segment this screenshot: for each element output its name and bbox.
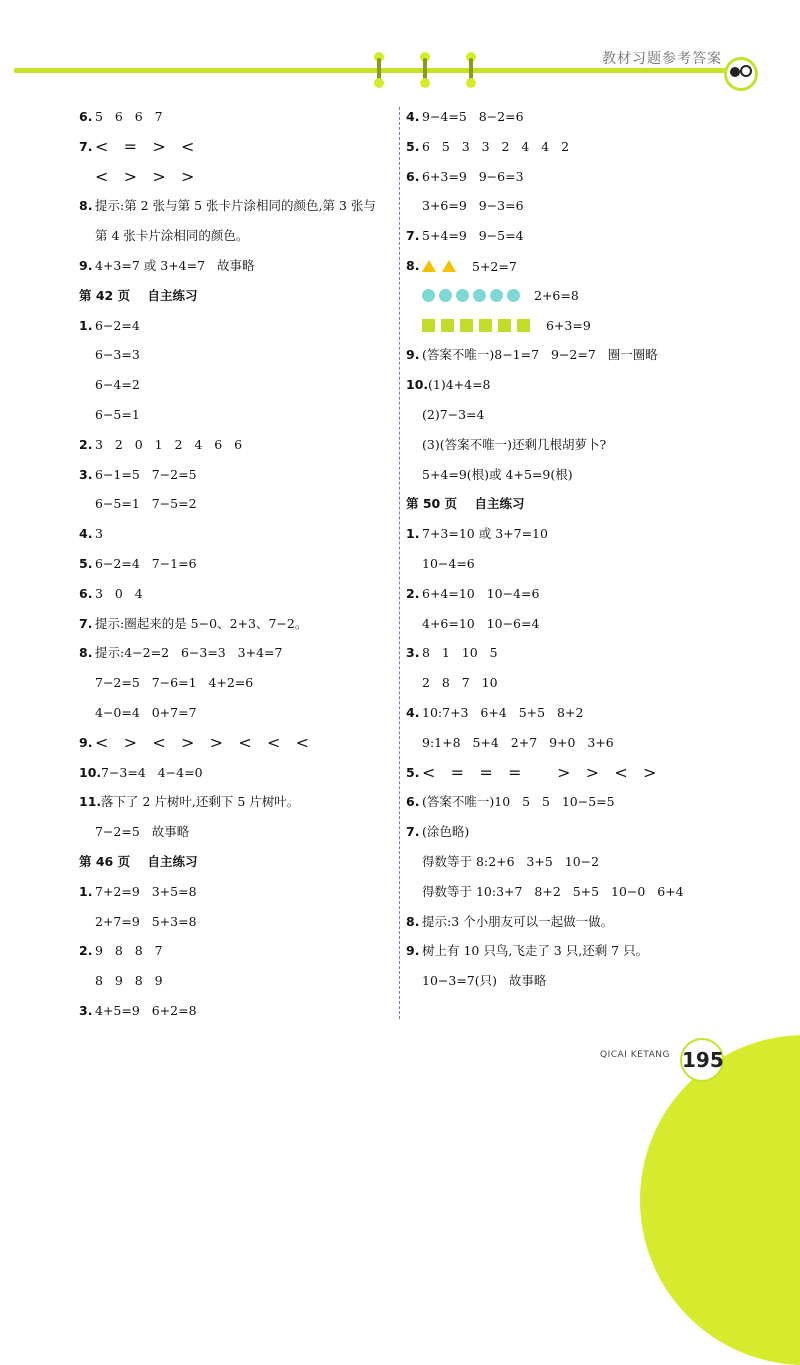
answer-text: 2 8 7 10 xyxy=(422,675,498,691)
answer-text: 8 1 10 5 xyxy=(422,645,498,661)
question-number: 2. xyxy=(79,436,93,452)
answer-text: 7−2=5 7−6=1 4+2=6 xyxy=(95,675,254,691)
circle-icon xyxy=(456,289,469,302)
question-number: 7. xyxy=(406,824,420,840)
answer-text: 4+3=7 或 3+4=7 故事略 xyxy=(95,258,255,273)
question-number: 1. xyxy=(79,883,93,899)
header-line xyxy=(14,68,726,73)
answer-text: 4+5=9 6+2=8 xyxy=(95,1003,197,1018)
binder-ring xyxy=(419,52,431,88)
answer-text: 6−3=3 xyxy=(95,347,140,363)
question-number: 6. xyxy=(406,794,420,810)
question-number: 2. xyxy=(79,943,93,959)
triangle-icon xyxy=(422,260,436,272)
section-heading: 第 42 页 自主练习 xyxy=(79,287,198,303)
answer-text: 第 4 张卡片涂相同的颜色。 xyxy=(95,228,249,244)
answer-text: 7+2=9 3+5=8 xyxy=(95,883,197,899)
question-number: 5. xyxy=(79,556,93,571)
answer-text: 6−5=1 xyxy=(95,407,140,422)
answer-text: < = > < xyxy=(95,136,195,156)
question-number: 8. xyxy=(79,198,93,214)
section-heading: 第 50 页 自主练习 xyxy=(406,496,525,512)
answer-text: (3)(答案不唯一)还剩几根胡萝卜? xyxy=(422,436,607,452)
answer-text: 树上有 10 只鸟,飞走了 3 只,还剩 7 只。 xyxy=(422,943,649,959)
circle-icon xyxy=(490,289,503,302)
question-number: 7. xyxy=(406,228,420,244)
answer-text: 9 8 8 7 xyxy=(95,943,163,959)
question-number: 4. xyxy=(406,705,420,720)
question-number: 6. xyxy=(406,168,420,184)
answer-text: 7−3=4 4−4=0 xyxy=(101,764,203,780)
question-number: 3. xyxy=(79,466,93,482)
question-number: 9. xyxy=(406,943,420,959)
square-icon xyxy=(441,319,454,332)
answer-text: 6−2=4 7−1=6 xyxy=(95,556,197,571)
answer-text: < > > > xyxy=(95,166,195,186)
circle-icon xyxy=(507,289,520,302)
answer-text: 6+3=9 xyxy=(546,318,591,334)
question-number: 9. xyxy=(79,734,93,750)
circle-icon xyxy=(439,289,452,302)
answer-text: 3 2 0 1 2 4 6 6 xyxy=(95,436,243,452)
question-number: 9. xyxy=(406,347,420,363)
question-number: 7. xyxy=(79,615,93,631)
circle-icon xyxy=(422,289,435,302)
shape-row xyxy=(422,256,517,276)
answer-text: 得数等于 10:3+7 8+2 5+5 10−0 6+4 xyxy=(422,883,684,899)
answer-text: (涂色略) xyxy=(422,824,470,840)
binder-ring xyxy=(373,52,385,88)
answer-text: 提示:第 2 张与第 5 张卡片涂相同的颜色,第 3 张与 xyxy=(95,198,376,214)
question-number: 8. xyxy=(406,258,420,273)
answer-text: 6−1=5 7−2=5 xyxy=(95,466,197,482)
answer-text: 10:7+3 6+4 5+5 8+2 xyxy=(422,705,584,720)
question-number: 3. xyxy=(406,645,420,661)
question-number: 2. xyxy=(406,585,420,601)
answer-text: 5+4=9(根)或 4+5=9(根) xyxy=(422,466,573,482)
question-number: 10. xyxy=(79,764,102,780)
question-number: 9. xyxy=(79,258,93,273)
page-number: 195 xyxy=(680,1038,724,1082)
question-number: 4. xyxy=(79,526,93,542)
answer-text: 提示:3 个小朋友可以一起做一做。 xyxy=(422,913,614,929)
header-title: 教材习题参考答案 xyxy=(602,51,722,67)
question-number: 8. xyxy=(79,645,93,661)
answer-text: 10−3=7(只) 故事略 xyxy=(422,973,547,989)
square-icon xyxy=(498,319,511,332)
answer-text: < = = = > > < > xyxy=(422,762,657,782)
shape-row xyxy=(422,316,591,336)
answer-text: 3 xyxy=(95,526,103,542)
answer-text: 7+3=10 或 3+7=10 xyxy=(422,526,548,542)
answer-text: 4+6=10 10−6=4 xyxy=(422,615,540,631)
answer-text: < > < > > < < < xyxy=(95,732,310,752)
answer-text: (1)4+4=8 xyxy=(428,377,491,393)
circle-icon xyxy=(473,289,486,302)
answer-text: 落下了 2 片树叶,还剩下 5 片树叶。 xyxy=(101,794,300,810)
question-number: 3. xyxy=(79,1003,93,1018)
answer-text: 3 0 4 xyxy=(95,585,143,601)
square-icon xyxy=(460,319,473,332)
answer-text: 6+3=9 9−6=3 xyxy=(422,168,524,184)
binder-ring xyxy=(465,52,477,88)
section-heading: 第 46 页 自主练习 xyxy=(79,854,198,869)
answer-text: 7−2=5 故事略 xyxy=(95,824,190,840)
question-number: 6. xyxy=(79,585,93,601)
column-divider xyxy=(399,107,400,1019)
answer-text: (2)7−3=4 xyxy=(422,407,485,422)
answer-text: 3+6=9 9−3=6 xyxy=(422,198,524,214)
question-number: 7. xyxy=(79,138,93,154)
answer-text: 6−2=4 xyxy=(95,317,140,333)
question-number: 11. xyxy=(79,794,102,810)
answer-text: 6−5=1 7−5=2 xyxy=(95,496,197,512)
answer-text: 4−0=4 0+7=7 xyxy=(95,705,197,720)
triangle-icon xyxy=(442,260,456,272)
question-number: 1. xyxy=(79,317,93,333)
answer-text: 6 5 3 3 2 4 4 2 xyxy=(422,138,570,154)
answer-text: 6+4=10 10−4=6 xyxy=(422,585,540,601)
answer-text: 2+7=9 5+3=8 xyxy=(95,913,197,929)
question-number: 5. xyxy=(406,764,420,780)
answer-text: 6−4=2 xyxy=(95,377,140,393)
answer-text: 8 9 8 9 xyxy=(95,973,163,989)
mascot-icon xyxy=(724,57,758,91)
question-number: 4. xyxy=(406,109,420,124)
question-number: 5. xyxy=(406,138,420,154)
question-number: 1. xyxy=(406,526,420,542)
answer-text: (答案不唯一)8−1=7 9−2=7 圈一圈略 xyxy=(422,347,658,363)
answer-text: 提示:4−2=2 6−3=3 3+4=7 xyxy=(95,645,283,661)
shape-row xyxy=(422,286,579,306)
footer-blob xyxy=(640,1035,800,1365)
answer-text: 5+2=7 xyxy=(472,258,517,274)
answer-text: 5+4=9 9−5=4 xyxy=(422,228,524,244)
question-number: 8. xyxy=(406,913,420,929)
answer-text: 得数等于 8:2+6 3+5 10−2 xyxy=(422,854,600,869)
answer-text: 9−4=5 8−2=6 xyxy=(422,109,524,124)
square-icon xyxy=(479,319,492,332)
square-icon xyxy=(517,319,530,332)
answer-text: 2+6=8 xyxy=(534,288,579,304)
square-icon xyxy=(422,319,435,332)
question-number: 10. xyxy=(406,377,429,393)
answer-text: 9:1+8 5+4 2+7 9+0 3+6 xyxy=(422,734,614,750)
answer-text: 5 6 6 7 xyxy=(95,109,163,124)
answer-text: 提示:圈起来的是 5−0、2+3、7−2。 xyxy=(95,615,308,631)
question-number: 6. xyxy=(79,109,93,124)
answer-text: (答案不唯一)10 5 5 10−5=5 xyxy=(422,794,615,810)
answer-text: 10−4=6 xyxy=(422,556,475,571)
footer-brand: QICAI KETANG xyxy=(600,1050,670,1060)
